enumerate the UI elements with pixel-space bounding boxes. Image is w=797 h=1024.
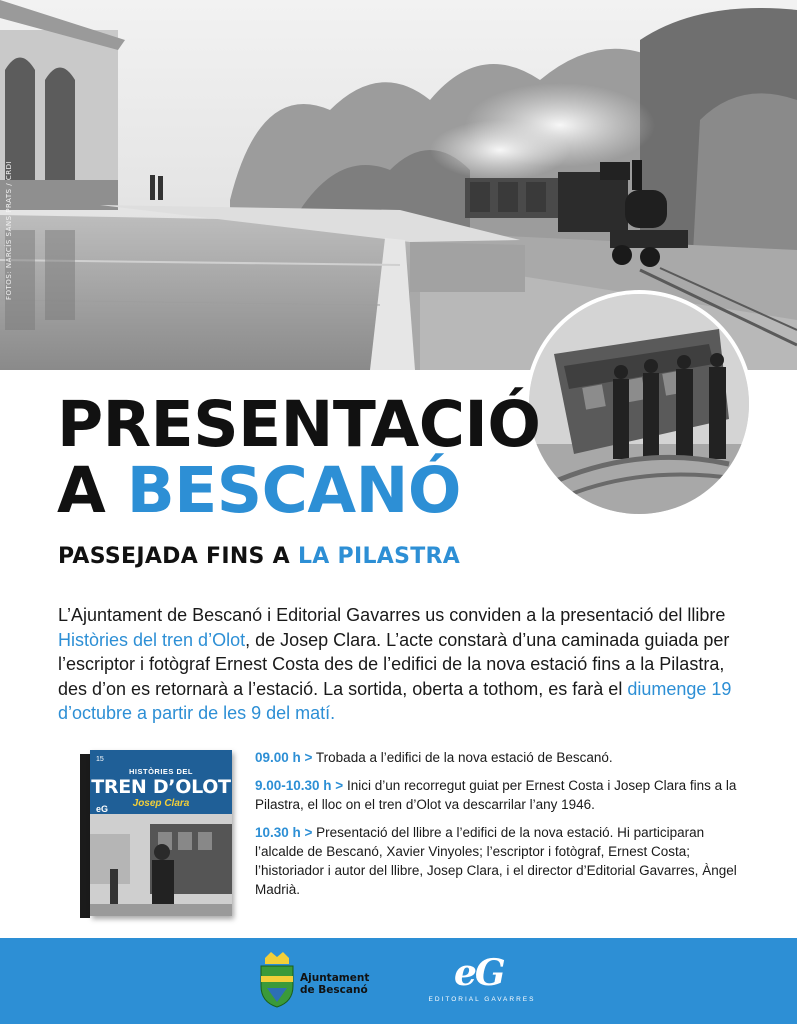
intro-paragraph	[58, 603, 748, 726]
schedule-item	[255, 776, 750, 814]
book-front	[90, 750, 232, 916]
footer	[0, 938, 797, 1024]
ajuntament-line-1: Ajuntament	[300, 972, 370, 984]
editorial-gavarres-logo: eG	[454, 952, 504, 994]
schedule-time: 09.00 h >	[255, 750, 313, 765]
intro-part-1: L’Ajuntament de Bescanó i Editorial Gavarres us conviden a la presentació del llibre	[58, 605, 726, 625]
schedule	[255, 748, 750, 908]
book-cover-photo	[90, 814, 232, 916]
title-prefix: A	[57, 454, 127, 527]
subtitle	[58, 544, 460, 569]
book-series-logo: eG	[96, 804, 109, 814]
subtitle-prefix: PASSEJADA FINS A	[58, 544, 298, 569]
photo-credit: FOTOS: NARCÍS SANS PRATS / CRDI	[5, 160, 13, 300]
subtitle-accent: LA PILASTRA	[297, 544, 461, 569]
intro-part-2: , de Josep Clara. L’acte constarà d’una caminada guiada per l’escriptor i fotògraf Ernest Costa des de l’edifici de la nova estació fins a la Pilastra, des d’on es retornarà a l’estació. La sortida, oberta a tothom, es farà el	[58, 629, 730, 699]
intro-book-title: Històries del tren d’Olot	[58, 629, 246, 650]
book-big-title: TREN D’OLOT	[91, 776, 231, 798]
ajuntament-logo-text	[300, 972, 369, 996]
ajuntament-shield-icon	[259, 952, 295, 1008]
schedule-text: Trobada a l’edifici de la nova estació de Bescanó.	[312, 750, 613, 765]
book-series-number: 15	[96, 756, 104, 763]
page-title	[57, 388, 541, 527]
title-line-2	[57, 454, 540, 527]
intro-date: diumenge 19 d’octubre a partir de les 9 del matí.	[58, 678, 732, 723]
title-line-1: PRESENTACIÓ	[57, 388, 541, 461]
schedule-item	[255, 748, 750, 767]
book-spine	[80, 754, 90, 918]
schedule-time: 10.30 h >	[255, 825, 313, 840]
book-author: Josep Clara	[132, 798, 190, 809]
schedule-text: Inici d’un recorregut guiat per Ernest Costa i Josep Clara fins a la Pilastra, el lloc on el tren d’Olot va descarrilar l’any 1946.	[255, 778, 737, 812]
title-accent: BESCANÓ	[126, 454, 461, 527]
book-small-title: HISTÒRIES DEL	[128, 767, 193, 776]
book-cover	[80, 750, 232, 918]
schedule-text: Presentació del llibre a l’edifici de la nova estació. Hi participaran l’alcalde de Bescanó, Xavier Vinyoles; l’escriptor i fotògraf, Ernest Costa; l’historiador i autor del llibre, Josep Clara, i el director d’Editorial Gavarres, Àngel Madrià.	[255, 825, 737, 897]
ajuntament-line-2: de Bescanó	[300, 984, 368, 996]
editorial-gavarres-name: EDITORIAL GAVARRES	[428, 996, 536, 1003]
derailed-train-image	[529, 294, 749, 514]
schedule-item	[255, 823, 750, 899]
schedule-time: 9.00-10.30 h >	[255, 778, 344, 793]
derailed-train-photo	[525, 290, 753, 518]
